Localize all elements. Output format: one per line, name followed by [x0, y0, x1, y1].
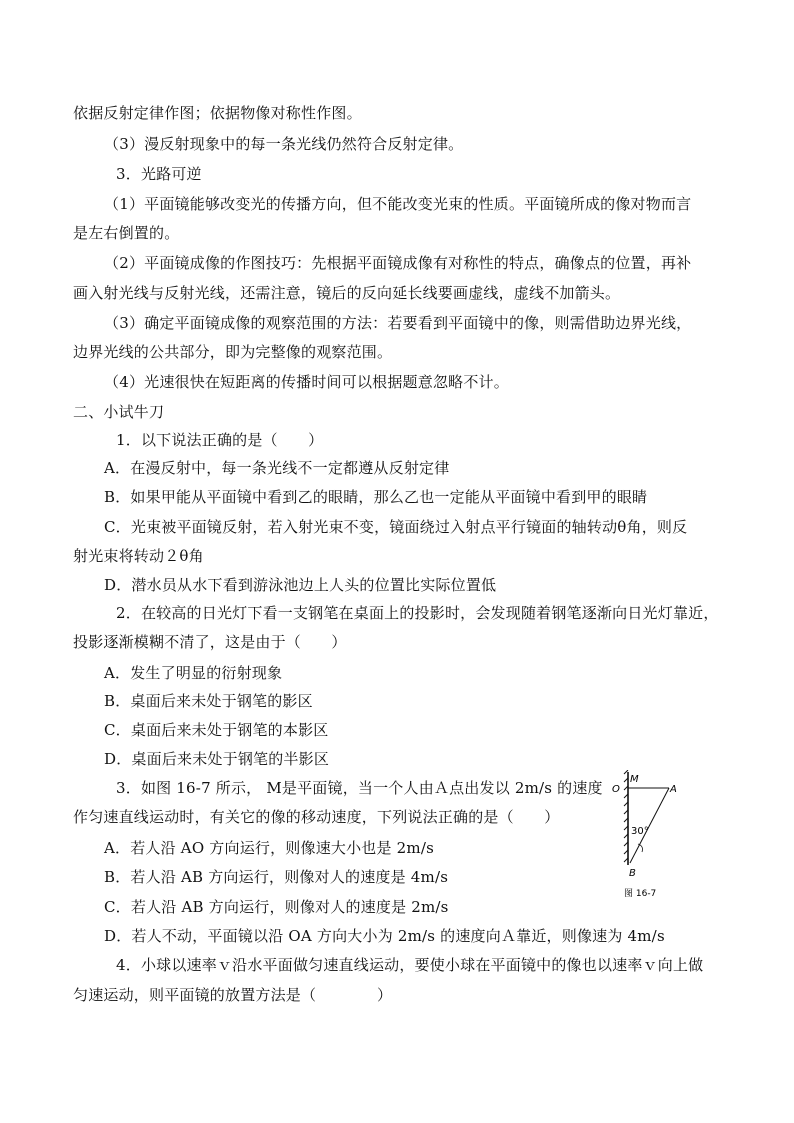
angle-label: 30° — [631, 826, 649, 837]
text-line-5: 是左右倒置的。 — [73, 224, 180, 242]
question-1-option-c: C．光束被平面镜反射，若入射光束不变，镜面绕过入射点平行镜面的轴转动θ角，则反 — [104, 518, 688, 536]
question-3-option-b: B．若人沿 AB 方向运行，则像对人的速度是 4m/s — [104, 868, 449, 886]
label-a: A — [670, 784, 677, 795]
text-line-6: （2）平面镜成像的作图技巧：先根据平面镜成像有对称性的特点，确像点的位置，再补 — [104, 254, 692, 272]
text-line-7: 画入射光线与反射光线，还需注意，镜后的反向延长线要画虚线，虚线不加箭头。 — [73, 284, 621, 302]
label-b: B — [629, 868, 636, 879]
figure-caption: 图 16-7 — [624, 889, 657, 899]
label-m: M — [630, 774, 639, 785]
question-4-cont: 匀速运动，则平面镜的放置方法是（ ） — [73, 986, 393, 1004]
question-1-option-d: D．潜水员从水下看到游泳池边上人头的位置比实际位置低 — [104, 576, 497, 594]
section-heading-practice: 二、小试牛刀 — [73, 403, 165, 421]
question-3-cont: 作匀速直线运动时，有关它的像的移动速度，下列说法正确的是（ ） — [73, 808, 560, 826]
question-1-option-b: B．如果甲能从平面镜中看到乙的眼睛，那么乙也一定能从平面镜中看到甲的眼睛 — [104, 488, 648, 506]
text-line-1: 依据反射定律作图；依据物像对称性作图。 — [73, 104, 362, 122]
question-3-option-a: A．若人沿 AO 方向运行，则像速大小也是 2m/s — [104, 839, 434, 857]
text-line-4: （1）平面镜能够改变光的传播方向，但不能改变光束的性质。平面镜所成的像对物而言 — [104, 195, 692, 213]
question-1: 1．以下说法正确的是（ ） — [116, 431, 324, 449]
question-4: 4．小球以速率ｖ沿水平面做匀速直线运动，要使小球在平面镜中的像也以速率ｖ向上做 — [116, 956, 704, 974]
text-line-9: 边界光线的公共部分，即为完整像的观察范围。 — [73, 343, 393, 361]
question-2-cont: 投影逐渐模糊不清了，这是由于（ ） — [73, 633, 347, 651]
question-3: 3．如图 16-7 所示， M是平面镜，当一个人由Ａ点出发以 2m/s 的速度 — [116, 779, 603, 797]
text-line-10: （4）光速很快在短距离的传播时间可以根据题意忽略不计。 — [104, 373, 509, 391]
angle-arc — [638, 844, 643, 852]
question-2-option-d: D．桌面后来未处于钢笔的半影区 — [104, 750, 330, 768]
text-line-2: （3）漫反射现象中的每一条光线仍然符合反射定律。 — [104, 135, 464, 153]
mirror-diagram — [612, 770, 690, 902]
question-1-option-c-cont: 射光束将转动２θ角 — [73, 547, 204, 565]
text-line-8: （3）确定平面镜成像的观察范围的方法：若要看到平面镜中的像，则需借助边界光线， — [104, 314, 692, 332]
label-o: O — [612, 784, 620, 795]
figure-16-7 — [612, 770, 690, 902]
question-3-option-c: C．若人沿 AB 方向运行，则像对人的速度是 2m/s — [104, 898, 449, 916]
section-heading-light-path: 3．光路可逆 — [116, 165, 202, 183]
question-1-option-a: A．在漫反射中，每一条光线不一定都遵从反射定律 — [104, 459, 450, 477]
question-2: 2．在较高的日光灯下看一支钢笔在桌面上的投影时，会发现随着钢笔逐渐向日光灯靠近， — [116, 604, 719, 622]
question-2-option-a: A．发生了明显的衍射现象 — [104, 664, 283, 682]
question-2-option-b: B．桌面后来未处于钢笔的影区 — [104, 692, 313, 710]
question-3-option-d: D．若人不动，平面镜以沿 OA 方向大小为 2m/s 的速度向Ａ靠近，则像速为 4m/s — [104, 927, 665, 945]
question-2-option-c: C．桌面后来未处于钢笔的本影区 — [104, 721, 329, 739]
